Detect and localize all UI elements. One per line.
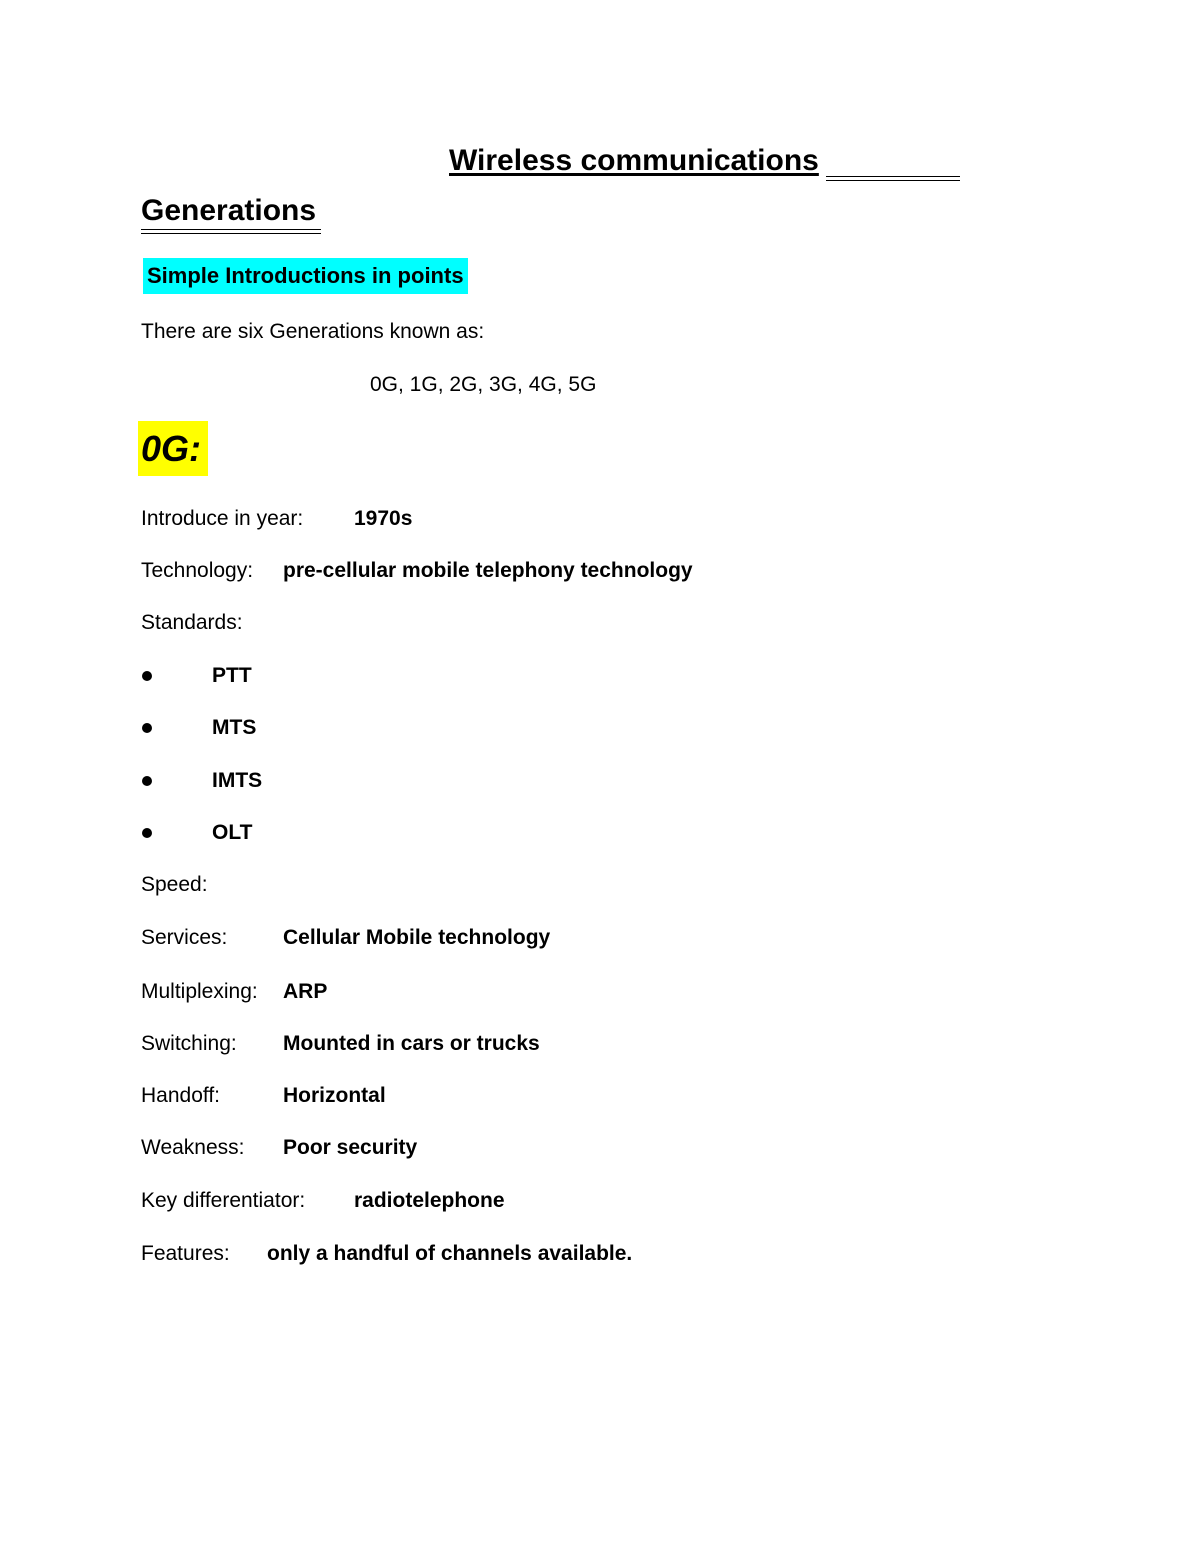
multiplexing-value: ARP (283, 980, 328, 1003)
services-label: Services: (141, 926, 228, 949)
gen0-heading: 0G: (138, 421, 208, 476)
generations-list: 0G, 1G, 2G, 3G, 4G, 5G (370, 373, 597, 396)
introduced-label: Introduce in year: (141, 507, 304, 530)
switching-label: Switching: (141, 1032, 237, 1055)
document-title: Wireless communications (449, 144, 819, 177)
standard-item: PTT (212, 664, 252, 687)
heading-rule-lower (141, 233, 321, 234)
weakness-value: Poor security (283, 1136, 418, 1159)
heading-rule-upper (141, 229, 321, 230)
switching-value: Mounted in cars or trucks (283, 1032, 540, 1055)
bullet-icon (142, 828, 152, 838)
introduced-value: 1970s (354, 507, 413, 530)
intro-sentence: There are six Generations known as: (141, 320, 485, 343)
weakness-label: Weakness: (141, 1136, 245, 1159)
key-differentiator-value: radiotelephone (354, 1189, 505, 1212)
handoff-label: Handoff: (141, 1084, 221, 1107)
section-heading: Generations (141, 194, 317, 227)
bullet-icon (142, 671, 152, 681)
technology-label: Technology: (141, 559, 254, 582)
key-differentiator-label: Key differentiator: (141, 1189, 306, 1212)
standard-item: IMTS (212, 769, 263, 792)
features-value: only a handful of channels available. (267, 1242, 633, 1265)
features-label: Features: (141, 1242, 230, 1265)
standard-item: MTS (212, 716, 257, 739)
bullet-icon (142, 723, 152, 733)
intro-highlight: Simple Introductions in points (143, 258, 468, 294)
title-rule-lower (826, 180, 960, 181)
services-value: Cellular Mobile technology (283, 926, 551, 949)
standards-label: Standards: (141, 611, 243, 634)
multiplexing-label: Multiplexing: (141, 980, 258, 1003)
title-rule-upper (826, 176, 960, 177)
standard-item: OLT (212, 821, 253, 844)
bullet-icon (142, 776, 152, 786)
handoff-value: Horizontal (283, 1084, 386, 1107)
speed-label: Speed: (141, 873, 208, 896)
technology-value: pre-cellular mobile telephony technology (283, 559, 693, 582)
